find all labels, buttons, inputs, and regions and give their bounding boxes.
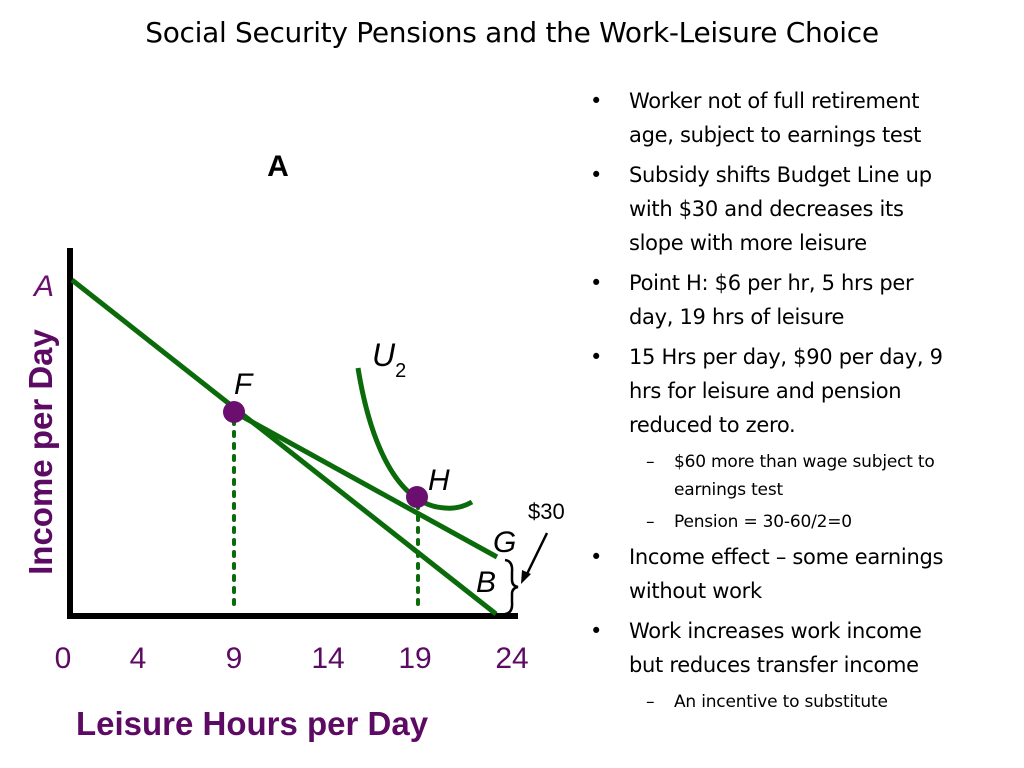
bullet-text: slope with more leisure — [629, 231, 867, 255]
bullet-text: age, subject to earnings test — [629, 123, 922, 147]
x-tick-label: 9 — [225, 642, 243, 675]
bullet-marker: • — [590, 619, 603, 643]
bullet-text: without work — [629, 579, 762, 603]
slide-title: Social Security Pensions and the Work-Leisure Choice — [145, 16, 879, 49]
sub-bullet-incentive — [590, 688, 1010, 716]
bullet-point-h — [590, 266, 1010, 334]
point-f — [223, 401, 245, 423]
bullet-marker: • — [590, 163, 603, 187]
bullet-text: Worker not of full retirement — [629, 89, 920, 113]
bullet-text: day, 19 hrs of leisure — [629, 305, 845, 329]
label-u: U — [372, 337, 396, 373]
bullet-text: with $30 and decreases its — [629, 197, 904, 221]
bullet-text: Subsidy shifts Budget Line up — [629, 163, 932, 187]
bullet-marker: • — [590, 345, 603, 369]
bullet-fifteen-hours — [590, 340, 1010, 442]
x-axis-label: Leisure Hours per Day — [75, 705, 429, 742]
budget-line-fg — [234, 412, 497, 557]
bullet-marker: • — [590, 545, 603, 569]
bullet-text: but reduces transfer income — [629, 653, 919, 677]
budget-line-ab — [72, 280, 496, 614]
label-f: F — [234, 368, 253, 401]
point-h — [406, 486, 428, 508]
sub-bullet-text: earnings test — [674, 480, 783, 500]
x-tick-label: 4 — [129, 642, 147, 675]
label-g: G — [493, 526, 517, 559]
sub-bullet-sixty-more — [590, 448, 1010, 504]
bullet-marker: • — [590, 89, 603, 113]
label-b: B — [476, 566, 497, 599]
sub-bullet-text: Pension = 30-60/2=0 — [674, 512, 852, 532]
label-a: A — [34, 270, 55, 303]
subsidy-arrow-head — [521, 570, 531, 584]
bullet-text: Income effect – some earnings — [629, 545, 944, 569]
subsidy-brace — [505, 560, 518, 614]
subsidy-annotation: $30 — [528, 499, 565, 524]
label-h: H — [428, 464, 450, 497]
bullet-text: 15 Hrs per day, $90 per day, 9 — [629, 345, 943, 369]
label-u-subscript: 2 — [395, 360, 407, 382]
bullet-list — [590, 84, 1010, 720]
sub-bullet-marker: – — [646, 512, 655, 532]
bullet-marker: • — [590, 271, 603, 295]
sub-bullet-marker: – — [646, 452, 655, 472]
subsidy-arrow-shaft — [526, 533, 547, 576]
bullet-text: hrs for leisure and pension — [629, 379, 902, 403]
x-tick-label: 14 — [311, 642, 345, 675]
panel-label: A — [267, 150, 289, 183]
bullet-earnings-test — [590, 84, 1010, 152]
bullet-text: reduced to zero. — [629, 413, 796, 437]
bullet-text: Work increases work income — [629, 619, 922, 643]
x-tick-label: 19 — [398, 642, 432, 675]
label-u2 — [372, 337, 406, 382]
bullet-text: Point H: $6 per hr, 5 hrs per — [629, 271, 914, 295]
x-tick-label: 24 — [495, 642, 529, 675]
y-axis-label: Income per Day — [22, 329, 59, 575]
sub-bullet-pension-formula — [590, 508, 1010, 536]
bullet-subsidy — [590, 158, 1010, 260]
sub-bullet-marker: – — [646, 692, 655, 712]
bullet-income-effect — [590, 540, 1010, 608]
x-tick-label: 0 — [54, 642, 72, 675]
sub-bullet-text: An incentive to substitute — [674, 692, 888, 712]
sub-bullet-text: $60 more than wage subject to — [674, 452, 935, 472]
bullet-work-increases — [590, 614, 1010, 682]
